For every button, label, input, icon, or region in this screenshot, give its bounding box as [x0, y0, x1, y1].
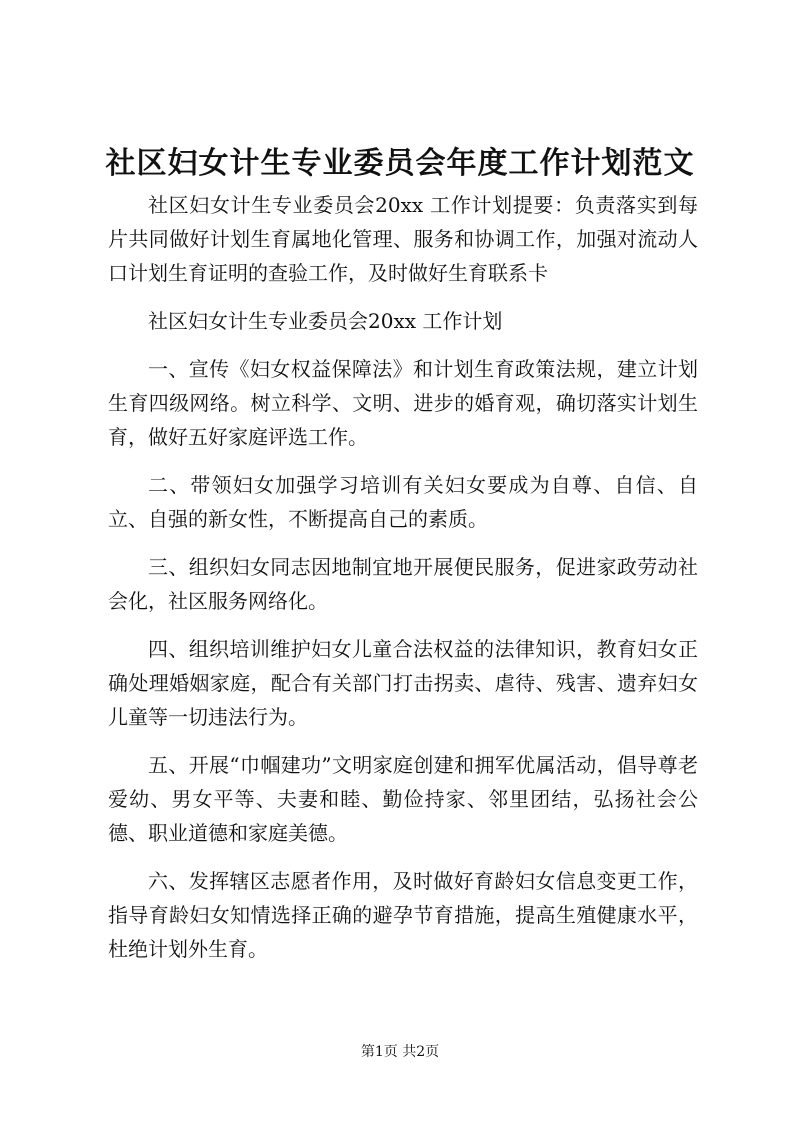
paragraph-item-3: 三、组织妇女同志因地制宜地开展便民服务，促进家政劳动社会化，社区服务网络化。: [108, 555, 698, 613]
page-number-footer: 第1页 共2页: [360, 1044, 440, 1060]
paragraph-summary: 社区妇女计生专业委员会20xx 工作计划提要：负责落实到每片共同做好计划生育属地化管理、服务和协调工作，加强对流动人口计划生育证明的查验工作，及时做好生育联系卡: [108, 193, 698, 285]
paragraph-item-6: 六、发挥辖区志愿者作用，及时做好育龄妇女信息变更工作，指导育龄妇女知情选择正确的避孕节育措施，提高生殖健康水平，杜绝计划外生育。: [108, 869, 698, 961]
paragraph-item-1: 一、宣传《妇女权益保障法》和计划生育政策法规，建立计划生育四级网络。树立科学、文明、进步的婚育观，确切落实计划生育，做好五好家庭评选工作。: [108, 357, 698, 449]
paragraph-item-5: 五、开展“巾帼建功”文明家庭创建和拥军优属活动，倡导尊老爱幼、男女平等、夫妻和睦、勤俭持家、邻里团结，弘扬社会公德、职业道德和家庭美德。: [108, 753, 698, 845]
document-body: [108, 188, 698, 980]
paragraph-item-2: 二、带领妇女加强学习培训有关妇女要成为自尊、自信、自立、自强的新女性，不断提高自己的素质。: [108, 473, 698, 531]
paragraph-plan-heading: 社区妇女计生专业委员会20xx 工作计划: [148, 309, 503, 333]
document-title: 社区妇女计生专业委员会年度工作计划范文: [105, 146, 695, 181]
paragraph-item-4: 四、组织培训维护妇女儿童合法权益的法律知识，教育妇女正确处理婚姻家庭，配合有关部门打击拐卖、虐待、残害、遗弃妇女儿童等一切违法行为。: [108, 637, 698, 729]
